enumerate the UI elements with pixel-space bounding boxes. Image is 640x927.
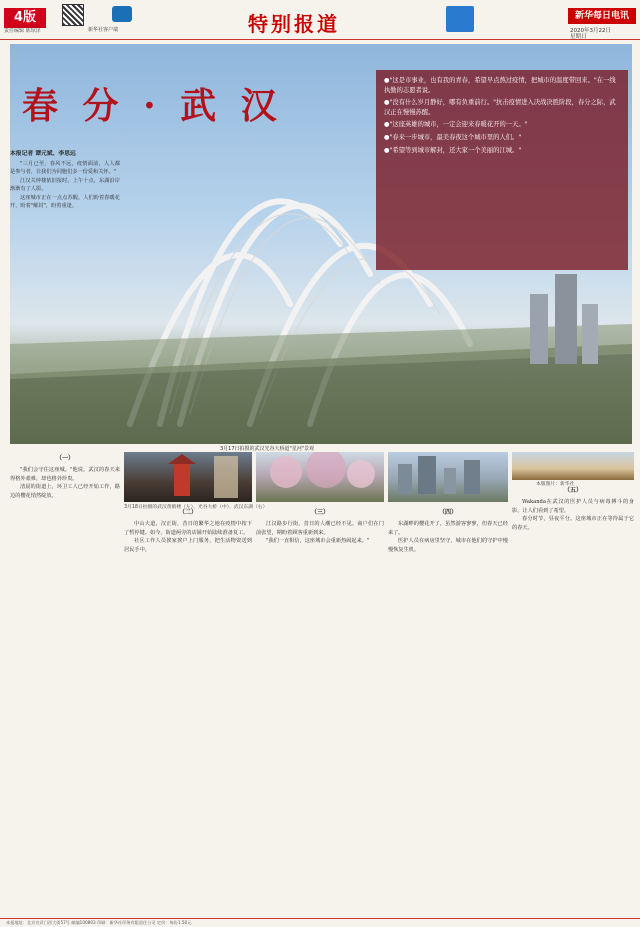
page-number: 4版	[4, 8, 46, 28]
issue-weekday: 星期日	[570, 34, 587, 40]
paragraph: 清晨的街道上，环卫工人已经开始工作，路边的樱花悄然绽放。	[10, 484, 120, 499]
paragraph: 春分时节，昼夜平分。这座城市正在等待属于它的春天。	[512, 516, 634, 531]
issue-date: 2020年3月22日	[570, 28, 611, 34]
section-title: 特别报道	[248, 12, 340, 36]
article-column-f	[512, 484, 634, 917]
paragraph: 中山大道，汉正街，昔日的繁华之地在疫情中按下了暂停键。如今，街道两旁的店铺开始陆续准备复工。	[124, 521, 252, 536]
news-logo-icon	[446, 6, 474, 32]
section-heading: （二）	[178, 509, 197, 516]
pull-quote: ●"希望等到城市解封，还大家一个美丽的江城。"	[384, 146, 522, 154]
pull-quote: ●"没有什么岁月静好，哪有负重前行。"抗击疫情进入决战决胜阶段，春分之际，武汉正在慢慢苏醒。	[384, 99, 616, 116]
article-column-d	[256, 506, 384, 917]
pull-quote-box	[376, 70, 628, 270]
photo-credit: 本版图片：新华社	[536, 482, 575, 487]
byline: 本报记者 谭元斌、李思远	[10, 151, 76, 157]
page-footer: 本报地址：北京宣武门西大街57号 邮编100803 印刷：新华社印务有限责任公司 定价：每份1.50元	[0, 918, 640, 927]
photo-pagoda	[512, 452, 634, 480]
blossom-illustration	[256, 452, 384, 502]
paragraph: 这座城市正在一点点苏醒。人们盼着春暖花开，盼着"解封"，盼着重逢。	[10, 194, 120, 210]
pull-quote: ●"这座英雄的城市，一定会迎来春暖花开的一天。"	[384, 121, 528, 129]
photo-cherry-blossom	[256, 452, 384, 502]
pull-quote: ●"这是市事业，也有我的青春，希望早点熬过疫情，把城市的温度带回来。"在一线执勤的志愿者说。	[384, 77, 616, 94]
paper-name: 新华每日电讯	[568, 8, 636, 24]
paragraph: "三月已至，春风不远，疫情面前，人人都是参与者，让我们为同胞们多一份爱和关怀。"	[10, 161, 120, 176]
photo-city-skyline	[388, 452, 508, 502]
skyline-illustration	[388, 452, 508, 502]
paragraph: 江汉路步行街，昔日的人潮已经不见。商户们在门前张望，期盼着顾客重新到来。	[256, 521, 384, 536]
article-column-b	[10, 452, 120, 917]
section-heading: （一）	[55, 455, 74, 462]
qr-code-icon	[62, 4, 84, 26]
section-heading: （三）	[310, 509, 329, 516]
article-column-c	[124, 506, 252, 917]
paragraph: 社区工作人员挨家挨户上门服务，把生活物资送到居民手中。	[124, 538, 252, 553]
hero-caption: 3月17日拍摄的武汉光谷大桥道"星河"景观	[220, 446, 315, 452]
article-column-a	[10, 160, 120, 442]
paragraph: Wakanda在武汉的医护人员与病毒搏斗的身影，让人们看到了希望。	[512, 499, 634, 514]
section-heading: （四）	[438, 509, 457, 516]
paragraph: 东湖畔的樱花开了，虽然游客寥寥，但春天已经来了。	[388, 521, 508, 536]
headline: 春 分 · 武 汉	[22, 85, 283, 127]
pull-quote: ●"春来一步城市，最美春夜这个城市里的人们。"	[384, 133, 522, 141]
section-heading: （五）	[563, 487, 582, 494]
paragraph: "我们一直相信，这座城市会重新热闹起来。"	[266, 538, 370, 545]
masthead	[0, 0, 640, 40]
paragraph: 江汉关钟楼依旧报时。上午十点，东湖沿岸渐渐有了人影。	[10, 177, 120, 193]
paragraph: "我们会守住这座城。"他说。武汉的春天来得格外艰难，却也格外珍贵。	[10, 467, 120, 482]
tower-illustration	[124, 452, 252, 502]
paragraph: 医护人员在病房里坚守，城市在他们的守护中慢慢恢复生机。	[388, 538, 508, 553]
photo-yellow-crane-tower	[124, 452, 252, 502]
xinhua-logo-icon	[112, 6, 132, 22]
article-column-e	[388, 506, 508, 917]
photo-caption: 3月18日拍摄的武汉黄鹤楼（左）、光谷大桥（中）、武汉东湖（右）	[124, 505, 268, 510]
editor-credit: 责任编辑 陈琼泽	[4, 28, 41, 34]
app-label: 新华社客户端	[88, 27, 119, 33]
